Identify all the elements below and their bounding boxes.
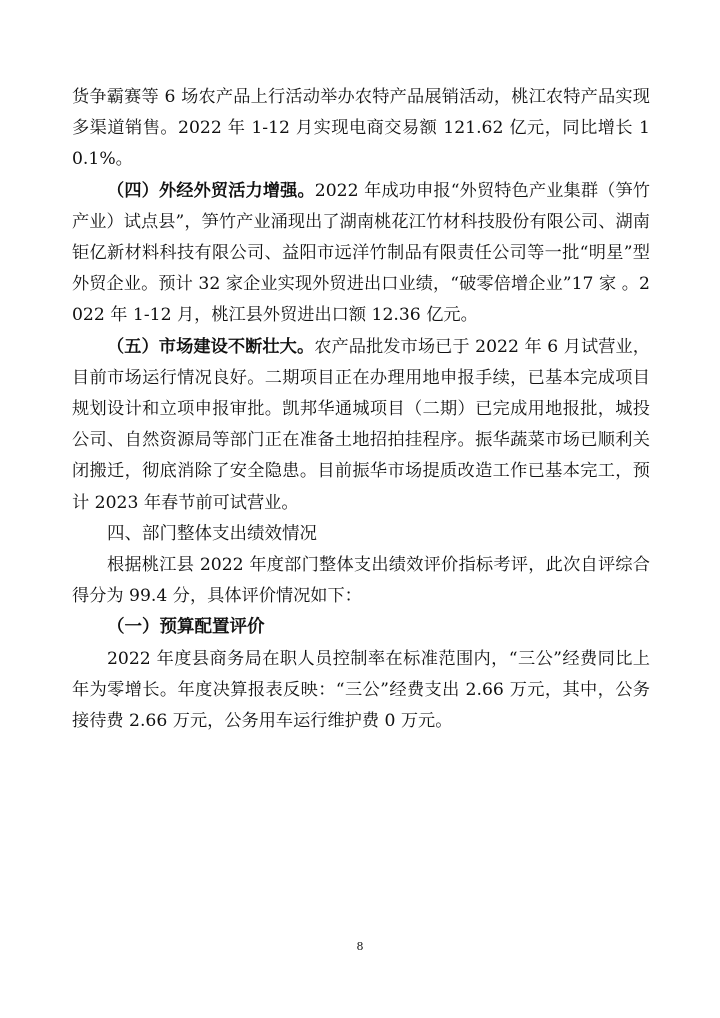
paragraph-market-construction	[72, 332, 650, 519]
subheading-budget-allocation: （一）预算配置评价	[107, 617, 265, 638]
paragraph-ecommerce	[72, 82, 650, 176]
foreign-trade-text: 2022 年成功申报“外贸特色产业集群（笋竹产业）试点县”，笋竹产业涌现出了湖南桃花江竹材科技股份有限公司、湖南钜亿新材料科技有限公司、益阳市远洋竹制品有限责任公司等一批“明星”型外贸企业。预计 32 家企业实现外贸进出口业绩，“破零倍增企业”17 家 。2022 年 1-12 月，桃江县外贸进出口额 12.36 亿元。	[72, 180, 650, 326]
evaluation-summary-text: 根据桃江县 2022 年度部门整体支出绩效评价指标考评，此次自评综合得分为 99.4 分，具体评价情况如下：	[72, 555, 650, 607]
document-body	[72, 82, 650, 737]
foreign-trade-lead: （四）外经外贸活力增强。	[107, 180, 315, 201]
paragraph-foreign-trade	[72, 176, 650, 332]
section-heading-performance: 四、部门整体支出绩效情况	[107, 523, 317, 544]
market-construction-lead: （五）市场建设不断壮大。	[107, 336, 315, 357]
paragraph-budget-allocation	[72, 644, 650, 738]
page-number: 8	[356, 940, 364, 953]
budget-allocation-text: 2022 年度县商务局在职人员控制率在标准范围内，“三公”经费同比上年为零增长。年度决算报表反映：“三公”经费支出 2.66 万元，其中，公务接待费 2.66 万元，公务用车运行维护费 0 万元。	[72, 648, 650, 732]
paragraph-ecommerce-text: 货争霸赛等 6 场农产品上行活动举办农特产品展销活动，桃江农特产品实现多渠道销售。2022 年 1-12 月实现电商交易额 121.62 亿元，同比增长 10.1%。	[72, 87, 650, 170]
market-construction-text: 农产品批发市场已于 2022 年 6 月试营业，目前市场运行情况良好。二期项目正在办理用地申报手续，已基本完成项目规划设计和立项申报审批。凯邦华通城项目（二期）已完成用地报批，城投公司、自然资源局等部门正在准备土地招拍挂程序。振华蔬菜市场已顺利关闭搬迁，彻底消除了安全隐患。目前振华市场提质改造工作已基本完工，预计 2023 年春节前可试营业。	[72, 336, 650, 513]
paragraph-evaluation-summary	[72, 550, 650, 612]
